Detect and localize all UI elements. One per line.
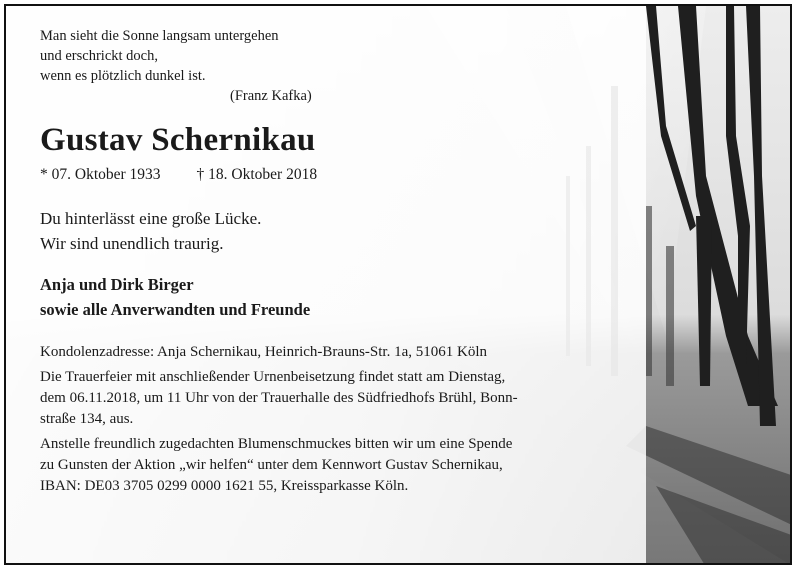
mourners bbox=[40, 272, 620, 322]
quote-author: (Franz Kafka) bbox=[230, 88, 312, 104]
funeral-line: straße 134, aus. bbox=[40, 411, 134, 427]
obituary-content bbox=[40, 26, 620, 497]
death-date: † 18. Oktober 2018 bbox=[196, 166, 318, 183]
funeral-line: dem 06.11.2018, um 11 Uhr von der Trauerhalle des Südfriedhofs Brühl, Bonn- bbox=[40, 390, 518, 406]
message-line: Du hinterlässt eine große Lücke. bbox=[40, 209, 262, 228]
quote-line: Man sieht die Sonne langsam untergehen bbox=[40, 28, 279, 44]
birth-date: * 07. Oktober 1933 bbox=[40, 166, 161, 183]
mourners-line: Anja und Dirk Birger bbox=[40, 275, 194, 294]
quote-line: wenn es plötzlich dunkel ist. bbox=[40, 68, 206, 84]
donation-line: Anstelle freundlich zugedachten Blumenschmuckes bitten wir um eine Spende bbox=[40, 436, 513, 452]
donation-line: zu Gunsten der Aktion „wir helfen“ unter dem Kennwort Gustav Schernikau, bbox=[40, 457, 503, 473]
condolence-address: Kondolenzadresse: Anja Schernikau, Heinrich-Brauns-Str. 1a, 51061 Köln bbox=[40, 344, 487, 360]
donation-info bbox=[40, 434, 620, 497]
farewell-message bbox=[40, 206, 620, 256]
quote-line: und erschrickt doch, bbox=[40, 48, 158, 64]
life-dates bbox=[40, 166, 620, 184]
quote bbox=[40, 26, 620, 86]
funeral-info bbox=[40, 367, 620, 430]
donation-line: IBAN: DE03 3705 0299 0000 1621 55, Kreissparkasse Köln. bbox=[40, 478, 409, 494]
funeral-line: Die Trauerfeier mit anschließender Urnenbeisetzung findet statt am Dienstag, bbox=[40, 369, 506, 385]
mourners-line: sowie alle Anverwandten und Freunde bbox=[40, 300, 311, 319]
deceased-name: Gustav Schernikau bbox=[40, 122, 316, 158]
message-line: Wir sind unendlich traurig. bbox=[40, 234, 224, 253]
obituary-frame bbox=[4, 4, 792, 565]
